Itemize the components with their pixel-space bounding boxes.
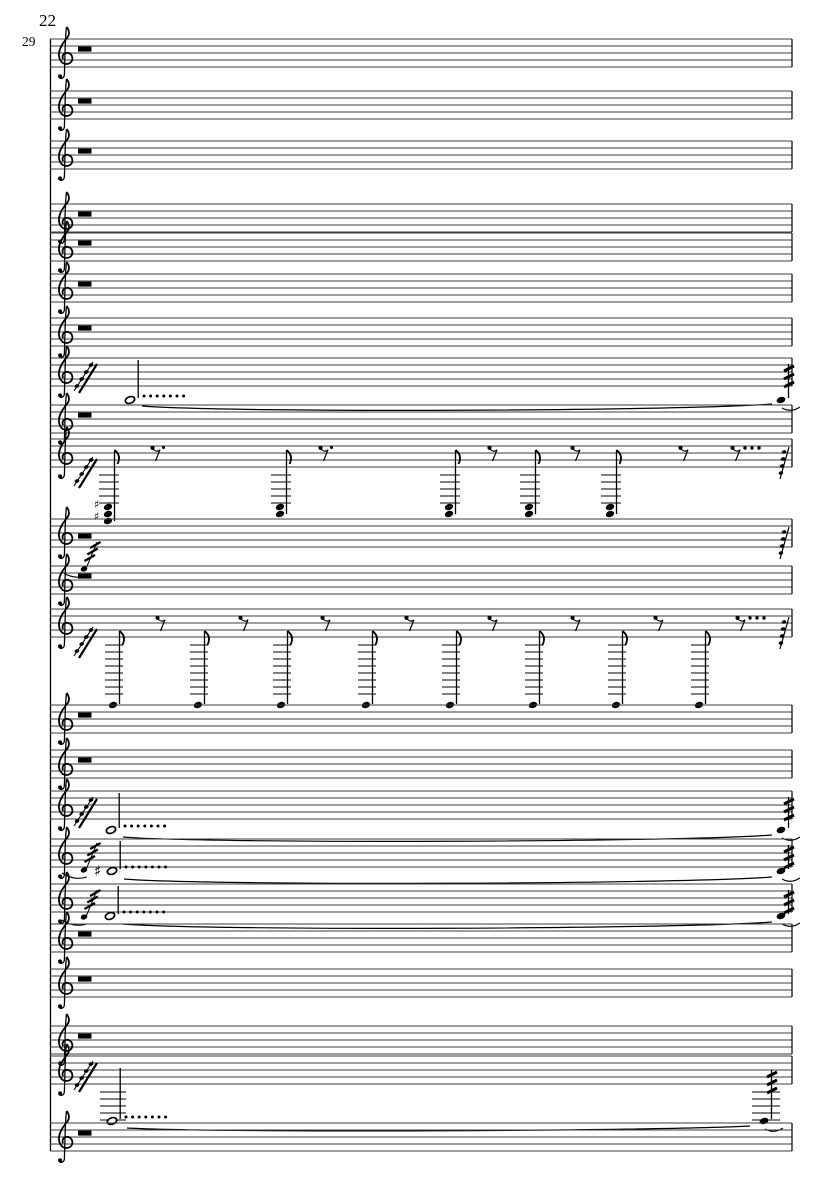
whole-rest <box>78 534 92 539</box>
duration-dot <box>124 825 127 828</box>
grace-notes-descending <box>778 447 789 479</box>
duration-dot <box>164 866 167 869</box>
duration-dot <box>123 911 126 914</box>
duration-dot <box>136 911 139 914</box>
duration-dot <box>142 911 145 914</box>
whole-rest <box>78 282 92 287</box>
duration-dot <box>137 825 140 828</box>
grace-notehead <box>79 641 85 646</box>
duration-dot <box>149 911 152 914</box>
page-number: 22 <box>39 11 56 30</box>
grace-notehead <box>79 1075 85 1080</box>
duration-dot <box>131 1116 134 1119</box>
staff-20 <box>50 957 792 1008</box>
continuation-dot <box>748 616 751 619</box>
duration-dot <box>129 911 132 914</box>
notehead <box>759 1117 770 1126</box>
whole-rest <box>78 326 92 331</box>
notehead <box>444 503 454 512</box>
tie-continuation <box>782 878 800 881</box>
eighth-note <box>273 631 292 709</box>
grace-notes-descending <box>778 617 789 649</box>
staff-15 <box>50 738 792 789</box>
grace-notehead <box>781 620 786 625</box>
eighth-note <box>190 631 209 709</box>
duration-dot <box>143 395 146 398</box>
eighth-note <box>358 631 377 709</box>
half-notehead <box>105 825 116 834</box>
notehead <box>103 517 113 526</box>
eighth-flag <box>373 631 378 645</box>
grace-notes-ascending <box>74 627 97 658</box>
eighth-flag <box>288 631 293 645</box>
duration-dot <box>150 825 153 828</box>
tie-continuation <box>782 923 800 926</box>
duration-dot <box>125 1116 128 1119</box>
grace-notehead <box>83 1068 89 1073</box>
bar-number: 29 <box>22 34 36 49</box>
grace-notehead <box>88 1061 94 1066</box>
tremolo-note <box>752 1070 783 1131</box>
duration-dot <box>151 1116 154 1119</box>
grace-notehead <box>778 551 783 556</box>
notehead <box>103 510 113 519</box>
sharp-accidental: ♯ <box>94 862 102 880</box>
duration-dot <box>163 825 166 828</box>
notehead <box>275 503 285 512</box>
grace-notehead <box>83 464 89 469</box>
eighth-note <box>442 631 461 709</box>
staff-14 <box>50 693 792 744</box>
eighth-flag <box>205 631 210 645</box>
duration-dot <box>169 395 172 398</box>
tie <box>123 835 772 841</box>
staff-7 <box>50 306 792 357</box>
staff-1 <box>50 27 792 78</box>
half-notehead <box>106 866 117 875</box>
duration-dot <box>131 866 134 869</box>
grace-notehead <box>781 450 786 455</box>
whole-rest <box>78 212 92 217</box>
eighth-flag <box>623 631 628 645</box>
staff-4 <box>50 192 792 243</box>
grace-notehead <box>79 376 85 381</box>
duration-dot <box>164 1116 167 1119</box>
continuation-dot <box>757 446 760 449</box>
staff-2 <box>50 79 792 130</box>
half-notehead <box>104 911 115 920</box>
grace-notehead <box>781 530 786 535</box>
grace-notehead <box>88 362 94 367</box>
staff-19 <box>50 912 792 963</box>
duration-dot <box>144 1116 147 1119</box>
continuation-dot <box>743 446 746 449</box>
duration-dot <box>144 866 147 869</box>
rest-dot <box>162 446 165 449</box>
grace-notehead <box>79 471 85 476</box>
continuation-dot <box>762 616 765 619</box>
eighth-flag <box>115 450 120 464</box>
tie <box>122 922 772 928</box>
whole-rest <box>78 241 92 246</box>
grace-notes-ascending <box>74 457 97 488</box>
rest-dot <box>330 446 333 449</box>
grace-notes-descending <box>778 527 789 559</box>
duration-dot <box>158 866 161 869</box>
tremolo-note <box>776 845 800 881</box>
notehead <box>524 510 534 519</box>
duration-dot <box>182 395 185 398</box>
staff-12 <box>50 554 792 605</box>
half-notehead <box>106 1116 117 1125</box>
duration-dot <box>138 1116 141 1119</box>
continuation-dot <box>750 446 753 449</box>
notehead <box>103 503 113 512</box>
half-notehead <box>124 395 135 404</box>
duration-dot <box>138 866 141 869</box>
continuation-dot <box>755 616 758 619</box>
grace-notehead <box>778 471 783 476</box>
duration-dot <box>162 911 165 914</box>
eighth-note-chord <box>94 450 119 525</box>
eighth-note <box>525 631 544 709</box>
grace-notehead <box>778 641 783 646</box>
duration-dot <box>158 1116 161 1119</box>
staff-8 <box>50 346 800 410</box>
eighth-flag <box>617 450 622 464</box>
notehead <box>605 503 615 512</box>
tie <box>124 877 772 883</box>
whole-rest <box>78 758 92 763</box>
eighth-note <box>105 631 124 709</box>
notehead <box>275 510 285 519</box>
grace-notehead <box>83 369 89 374</box>
sharp-accidental: ♯ <box>94 510 100 523</box>
staff-21 <box>50 1014 792 1065</box>
eighth-flag <box>540 631 545 645</box>
tremolo-note <box>776 364 800 410</box>
tie-continuation <box>782 407 800 410</box>
notehead <box>776 826 787 835</box>
eighth-flag <box>457 631 462 645</box>
whole-rest <box>78 574 92 579</box>
staff-10 <box>50 427 792 525</box>
duration-dot <box>151 866 154 869</box>
staff-5 <box>50 221 792 272</box>
half-note <box>124 360 185 405</box>
whole-rest <box>78 713 92 718</box>
grace-notehead <box>83 634 89 639</box>
whole-rest <box>78 99 92 104</box>
staff-11 <box>50 507 792 577</box>
duration-dot <box>157 825 160 828</box>
duration-dot <box>125 866 128 869</box>
notehead <box>605 510 615 519</box>
staff-13 <box>50 597 792 709</box>
duration-dot <box>149 395 152 398</box>
staff-9 <box>50 393 792 444</box>
staff-22 <box>50 1044 792 1131</box>
sharp-accidental: ♯ <box>94 498 100 511</box>
grace-notehead <box>88 627 94 632</box>
whole-rest <box>78 1131 92 1136</box>
eighth-note <box>608 631 627 709</box>
duration-dot <box>143 825 146 828</box>
whole-rest <box>78 413 92 418</box>
notehead <box>776 396 787 405</box>
staff-3 <box>50 129 792 180</box>
tremolo-note <box>776 890 800 926</box>
eighth-flag <box>456 450 461 464</box>
eighth-note <box>691 631 710 709</box>
duration-dot <box>156 911 159 914</box>
staff-16 <box>50 779 800 841</box>
staff-23 <box>50 1111 792 1162</box>
eighth-flag <box>536 450 541 464</box>
duration-dot <box>156 395 159 398</box>
grace-notehead <box>88 457 94 462</box>
whole-rest <box>78 1034 92 1039</box>
eighth-flag <box>706 631 711 645</box>
duration-dot <box>176 395 179 398</box>
staff-6 <box>50 262 792 313</box>
grace-notes-ascending <box>74 362 97 393</box>
notehead <box>444 510 454 519</box>
eighth-flag <box>120 631 125 645</box>
notehead <box>524 503 534 512</box>
eighth-flag <box>287 450 292 464</box>
duration-dot <box>130 825 133 828</box>
whole-rest <box>78 47 92 52</box>
half-note <box>105 793 166 835</box>
whole-rest <box>78 977 92 982</box>
whole-rest <box>78 149 92 154</box>
whole-rest <box>78 932 92 937</box>
duration-dot <box>162 395 165 398</box>
staff-17 <box>50 827 800 883</box>
